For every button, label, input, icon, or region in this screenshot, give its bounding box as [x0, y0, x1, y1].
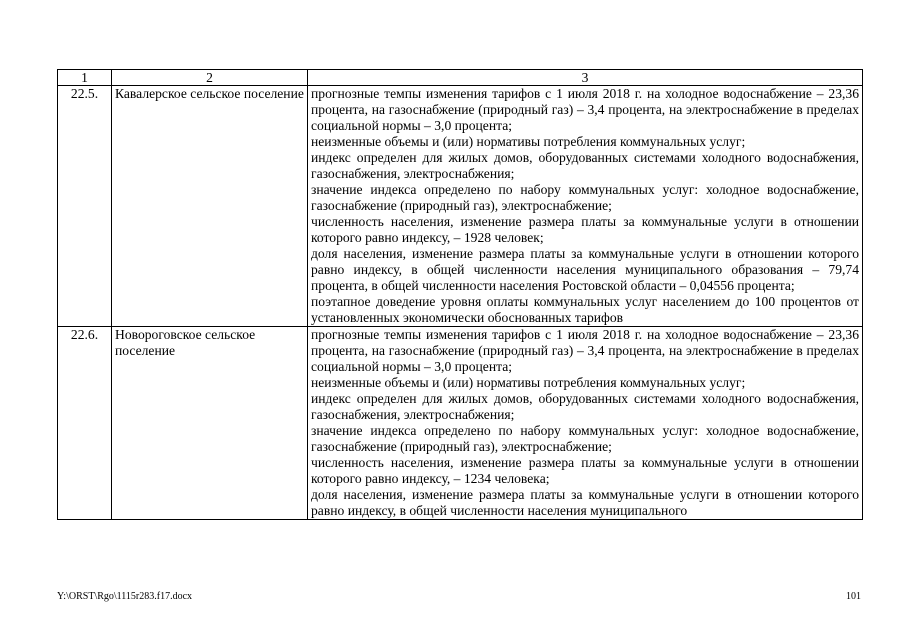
table-row	[58, 327, 863, 520]
paragraph: индекс определен для жилых домов, оборудованных системами холодного водоснабжения, газоснабжения, электроснабжения;	[311, 150, 859, 181]
paragraph: значение индекса определено по набору коммунальных услуг: холодное водоснабжение, газоснабжение (природный газ), электроснабжение;	[311, 182, 859, 213]
header-col-2: 2	[112, 70, 308, 86]
paragraph: неизменные объемы и (или) нормативы потребления коммунальных услуг;	[311, 375, 746, 390]
row-number: 22.5.	[58, 86, 112, 327]
table-row	[58, 86, 863, 327]
settlement-name: Кавалерское сельское поселение	[112, 86, 308, 327]
paragraph: численность населения, изменение размера платы за коммунальные услуги в отношении которого равно индексу, – 1928 человек;	[311, 214, 859, 245]
header-col-3: 3	[308, 70, 863, 86]
paragraph: численность населения, изменение размера платы за коммунальные услуги в отношении которого равно индексу, – 1234 человека;	[311, 455, 859, 486]
paragraph: неизменные объемы и (или) нормативы потребления коммунальных услуг;	[311, 134, 746, 149]
paragraph: прогнозные темпы изменения тарифов с 1 июля 2018 г. на холодное водоснабжение – 23,36 процента, на газоснабжение (природный газ) – 3,4 процента, на электроснабжение в пределах социальной нормы – 3,0 процента;	[311, 327, 859, 374]
paragraph: поэтапное доведение уровня оплаты коммунальных услуг населением до 100 процентов от установленных экономически обоснованных тарифов	[311, 294, 859, 325]
table-header-row	[58, 70, 863, 86]
header-col-1: 1	[58, 70, 112, 86]
row-description	[308, 327, 863, 520]
file-path: Y:\ORST\Rgo\1115r283.f17.docx	[57, 591, 193, 602]
page-number: 101	[846, 591, 861, 602]
row-description	[308, 86, 863, 327]
document-table	[57, 69, 863, 520]
paragraph: доля населения, изменение размера платы за коммунальные услуги в отношении которого равно индексу, в общей численности населения муниципального	[311, 487, 859, 518]
paragraph: значение индекса определено по набору коммунальных услуг: холодное водоснабжение, газоснабжение (природный газ), электроснабжение;	[311, 423, 859, 454]
paragraph: доля населения, изменение размера платы за коммунальные услуги в отношении которого равно индексу, в общей численности населения муниципального образования – 79,74 процента, в общей численности населения Ростовской области – 0,04556 процента;	[311, 246, 859, 293]
settlement-name: Новороговское сельское поселение	[112, 327, 308, 520]
row-number: 22.6.	[58, 327, 112, 520]
paragraph: прогнозные темпы изменения тарифов с 1 июля 2018 г. на холодное водоснабжение – 23,36 процента, на газоснабжение (природный газ) – 3,4 процента, на электроснабжение в пределах социальной нормы – 3,0 процента;	[311, 86, 859, 133]
paragraph: индекс определен для жилых домов, оборудованных системами холодного водоснабжения, газоснабжения, электроснабжения;	[311, 391, 859, 422]
